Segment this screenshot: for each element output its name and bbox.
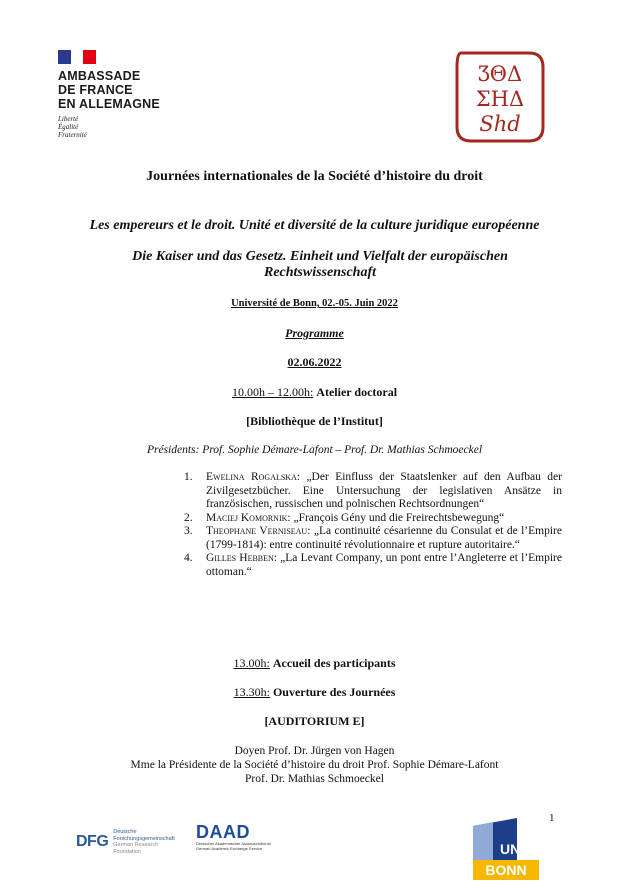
day-date: 02.06.2022 [287,355,342,369]
daad-logo: DAAD Deutscher Akademischer Austauschdienst German Academic Exchange Service [196,822,286,852]
embassy-line: DE FRANCE [58,83,133,97]
talk-title: : „Der Einfluss der Staatslenker auf den Aufbau der Zivilgesetzbücher. Eine Untersuchung der legislativen Ansätze in französischen, russischen und polnischen Rechtsordnungen“ [206,471,562,510]
list-item: 2. Maciej Komornik: „François Gény und die Freirechtsbewegung“ [184,511,505,524]
talk-title: : „La Levant Company, un pont entre l’Angleterre et l’Empire ottoman.“ [206,552,562,578]
french-title: Les empereurs et le droit. Unité et diversité de la culture juridique européenne [89,218,540,233]
speaker-name: Gilles Hebben [206,552,274,564]
daad-mark: DAAD [196,822,250,842]
list-item: 1. Ewelina Rogalska: „Der Einfluss der Staatslenker auf den Aufbau der Zivilgesetzbücher. Eine Untersuchung der legislativen Ansätze in französischen, russischen und polnischen Rechtsordnungen“ [184,471,562,510]
speaker-name: Ewelina Rogalska [206,471,297,483]
bonn-logo-uni: UNI [500,841,525,857]
speaker-name: Maciej Komornik [206,511,288,524]
talk-title: : „La continuité césarienne du Consulat et de l’Empire (1799-1814): entre continuité révolutionnaire et rupture autoritaire.“ [206,525,562,551]
french-flag-icon [58,50,96,64]
opener-line: Doyen Prof. Dr. Jürgen von Hagen [234,745,395,757]
slot-time: 13.30h: [233,685,270,699]
schedule-slot [0,656,629,671]
room-label: [Bibliothèque de l’Institut] [246,414,383,428]
embassy-line: EN ALLEMAGNE [58,97,160,111]
slot-label: Accueil des participants [272,656,396,670]
presidents: Présidents: Prof. Sophie Démare-Lafont – Prof. Dr. Mathias Schmoeckel [146,444,483,456]
shd-logo-icon [451,47,549,147]
slot-time: 13.00h: [233,656,270,670]
motto: Liberté Égalité Fraternité [58,115,87,139]
venue: Université de Bonn, 02.-05. Juin 2022 [231,298,398,309]
uni-bonn-logo-icon [473,818,539,880]
opener-line: Mme la Présidente de la Société d’histoire du droit Prof. Sophie Démare-Lafont [130,759,499,771]
talk-title: : „François Gény und die Freirechtsbewegung“ [287,511,505,524]
room-label: [AUDITORIUM E] [264,714,365,728]
schedule-slot [0,685,629,700]
bonn-logo-bonn: BONN [485,862,527,878]
shd-logo-row: ΣΗΔ [475,87,525,111]
talk-list [184,471,562,579]
page-number: 1 [549,812,555,824]
speaker-name: Theophane Verniseau [206,525,308,537]
list-item: 3. Theophane Verniseau: „La continuité césarienne du Consulat et de l’Empire (1799-1814): entre continuité révolutionnaire et rupture autoritaire.“ [184,525,562,551]
embassy-line: AMBASSADE [58,69,141,83]
slot-label: Atelier doctoral [316,385,398,399]
schedule-slot [0,385,629,400]
shd-logo-row: Shd [479,112,521,136]
dfg-mark: DFG [76,833,109,850]
list-item: 4. Gilles Hebben: „La Levant Company, un pont entre l’Angleterre et l’Empire ottoman.“ [184,552,562,578]
slot-time: 10.00h – 12.00h: [231,385,314,399]
embassy-logo [58,50,198,139]
programme-heading: Programme [285,326,344,340]
main-title: Journées internationales de la Société d’histoire du droit [146,169,483,184]
dfg-logo: DFG Deutsche Forschungsgemeinschaft German Research Foundation [76,829,175,855]
german-title: Die Kaiser und das Gesetz. Einheit und Vielfalt der europäischen Rechtswissenschaft [132,249,508,280]
opener-line: Prof. Dr. Mathias Schmoeckel [245,773,384,785]
slot-label: Ouverture des Journées [272,685,396,699]
shd-logo-row: ƷΘΔ [477,62,523,86]
